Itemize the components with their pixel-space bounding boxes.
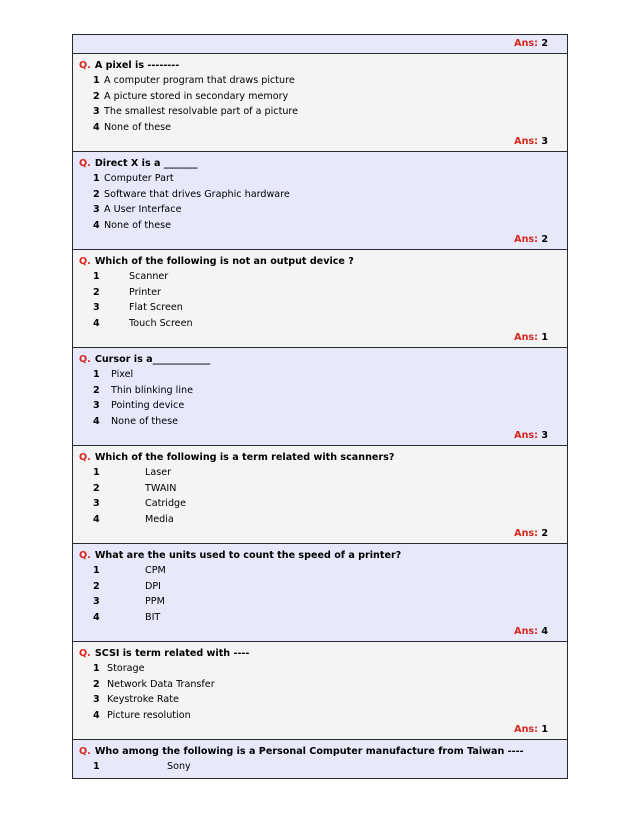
answer-label: Ans: — [514, 626, 538, 637]
question-block — [73, 250, 567, 348]
option-row — [73, 398, 567, 414]
option-text: Touch Screen — [129, 317, 193, 329]
option-row — [73, 383, 567, 399]
option-row — [73, 120, 567, 136]
option-text: Network Data Transfer — [107, 678, 215, 690]
answer-line — [514, 135, 567, 149]
question-text: SCSI is term related with ---- — [94, 648, 250, 659]
option-number: 3 — [93, 498, 100, 510]
answer-line — [514, 233, 567, 247]
option-text: Scanner — [129, 271, 169, 282]
answer-value: 2 — [541, 528, 548, 539]
option-number: 4 — [93, 415, 100, 427]
option-number: 4 — [93, 709, 100, 721]
option-number: 3 — [93, 302, 100, 314]
answer-line — [514, 723, 567, 737]
option-text: Storage — [107, 663, 145, 674]
option-text: Catridge — [145, 498, 187, 510]
option-number: 4 — [93, 219, 100, 231]
question-marker: Q. — [79, 256, 91, 267]
answer-line — [514, 625, 567, 639]
option-row — [73, 661, 567, 677]
option-number: 2 — [93, 188, 100, 200]
option-text: DPI — [145, 580, 162, 592]
option-row — [73, 512, 567, 528]
question-block — [73, 152, 567, 250]
option-number: 3 — [93, 400, 100, 412]
option-text: None of these — [104, 121, 172, 133]
option-number: 1 — [93, 271, 100, 282]
option-row — [73, 692, 567, 708]
answer-block-top — [73, 35, 567, 54]
option-row — [73, 367, 567, 383]
question-text-line — [73, 54, 567, 71]
option-row — [73, 465, 567, 481]
question-text-line — [73, 152, 567, 169]
question-marker: Q. — [79, 354, 91, 365]
option-row — [73, 414, 567, 430]
option-number: 2 — [93, 90, 100, 102]
option-row — [73, 269, 567, 285]
option-number: 2 — [93, 678, 100, 690]
option-number: 3 — [93, 694, 100, 706]
option-row — [73, 187, 567, 203]
option-number: 1 — [93, 761, 100, 772]
question-text: What are the units used to count the speed of a printer? — [94, 550, 402, 561]
option-number: 1 — [93, 369, 100, 380]
answer-line — [514, 331, 567, 345]
question-block — [73, 348, 567, 446]
option-row — [73, 481, 567, 497]
option-text: Printer — [129, 286, 161, 298]
option-text: Laser — [145, 467, 172, 478]
option-row — [73, 708, 567, 724]
option-text: Thin blinking line — [111, 384, 193, 396]
option-number: 3 — [93, 106, 100, 118]
question-text-line — [73, 446, 567, 463]
answer-label: Ans: — [514, 136, 538, 147]
question-block — [73, 54, 567, 152]
option-text: Media — [145, 513, 174, 525]
question-text-line — [73, 740, 567, 757]
quiz-sheet — [72, 34, 568, 779]
question-block — [73, 544, 567, 642]
option-text: Picture resolution — [107, 709, 191, 721]
option-text: Software that drives Graphic hardware — [104, 188, 290, 200]
answer-value: 2 — [541, 234, 548, 245]
option-number: 1 — [93, 565, 100, 576]
question-marker: Q. — [79, 648, 91, 659]
answer-label: Ans: — [514, 38, 538, 49]
option-number: 2 — [93, 384, 100, 396]
question-block — [73, 446, 567, 544]
option-text: PPM — [145, 596, 165, 608]
question-block — [73, 740, 567, 778]
option-row — [73, 202, 567, 218]
answer-value: 4 — [541, 626, 548, 637]
question-marker: Q. — [79, 550, 91, 561]
answer-value: 3 — [541, 430, 548, 441]
question-text: Which of the following is not an output device ? — [94, 256, 354, 267]
answer-value: 3 — [541, 136, 548, 147]
option-row — [73, 218, 567, 234]
option-row — [73, 73, 567, 89]
option-row — [73, 594, 567, 610]
option-text: TWAIN — [145, 482, 177, 494]
answer-label: Ans: — [514, 430, 538, 441]
question-text: A pixel is -------- — [94, 60, 180, 71]
option-text: The smallest resolvable part of a picture — [104, 106, 299, 118]
option-text: A computer program that draws picture — [104, 75, 295, 86]
question-text-line — [73, 250, 567, 267]
answer-label: Ans: — [514, 332, 538, 343]
option-text: A picture stored in secondary memory — [104, 90, 289, 102]
option-text: Sony — [167, 761, 191, 772]
option-row — [73, 759, 567, 775]
option-text: CPM — [145, 565, 166, 576]
option-text: Pixel — [111, 369, 134, 380]
option-row — [73, 610, 567, 626]
question-text: Cursor is a____________ — [94, 354, 211, 365]
option-row — [73, 316, 567, 332]
option-row — [73, 677, 567, 693]
answer-value: 1 — [541, 724, 548, 735]
option-number: 1 — [93, 663, 100, 674]
option-number: 4 — [93, 121, 100, 133]
option-row — [73, 104, 567, 120]
option-text: Keystroke Rate — [107, 694, 179, 706]
question-marker: Q. — [79, 60, 91, 71]
option-text: Flat Screen — [129, 302, 183, 314]
answer-value: 2 — [541, 38, 548, 49]
option-number: 1 — [93, 173, 100, 184]
question-text: Direct X is a _______ — [94, 158, 198, 169]
option-text: Computer Part — [104, 173, 174, 184]
option-number: 4 — [93, 513, 100, 525]
option-row — [73, 171, 567, 187]
option-text: Pointing device — [111, 400, 185, 412]
option-number: 4 — [93, 611, 100, 623]
option-number: 3 — [93, 596, 100, 608]
question-text-line — [73, 348, 567, 365]
option-number: 2 — [93, 286, 100, 298]
answer-label: Ans: — [514, 528, 538, 539]
answer-line — [73, 37, 567, 51]
question-marker: Q. — [79, 746, 91, 757]
option-row — [73, 300, 567, 316]
option-number: 2 — [93, 580, 100, 592]
answer-label: Ans: — [514, 724, 538, 735]
question-marker: Q. — [79, 452, 91, 463]
question-text: Which of the following is a term related with scanners? — [94, 452, 395, 463]
option-number: 1 — [93, 467, 100, 478]
option-text: None of these — [104, 219, 172, 231]
option-text: None of these — [111, 415, 179, 427]
answer-line — [514, 527, 567, 541]
option-row — [73, 285, 567, 301]
option-number: 2 — [93, 482, 100, 494]
question-block — [73, 642, 567, 740]
question-text: Who among the following is a Personal Computer manufacture from Taiwan ---- — [94, 746, 524, 757]
option-number: 3 — [93, 204, 100, 216]
option-text: BIT — [145, 611, 161, 623]
option-text: A User Interface — [104, 204, 182, 216]
question-text-line — [73, 544, 567, 561]
option-row — [73, 563, 567, 579]
answer-label: Ans: — [514, 234, 538, 245]
answer-line — [514, 429, 567, 443]
option-row — [73, 579, 567, 595]
option-number: 1 — [93, 75, 100, 86]
option-number: 4 — [93, 317, 100, 329]
question-text-line — [73, 642, 567, 659]
option-row — [73, 496, 567, 512]
answer-value: 1 — [541, 332, 548, 343]
option-row — [73, 89, 567, 105]
question-marker: Q. — [79, 158, 91, 169]
